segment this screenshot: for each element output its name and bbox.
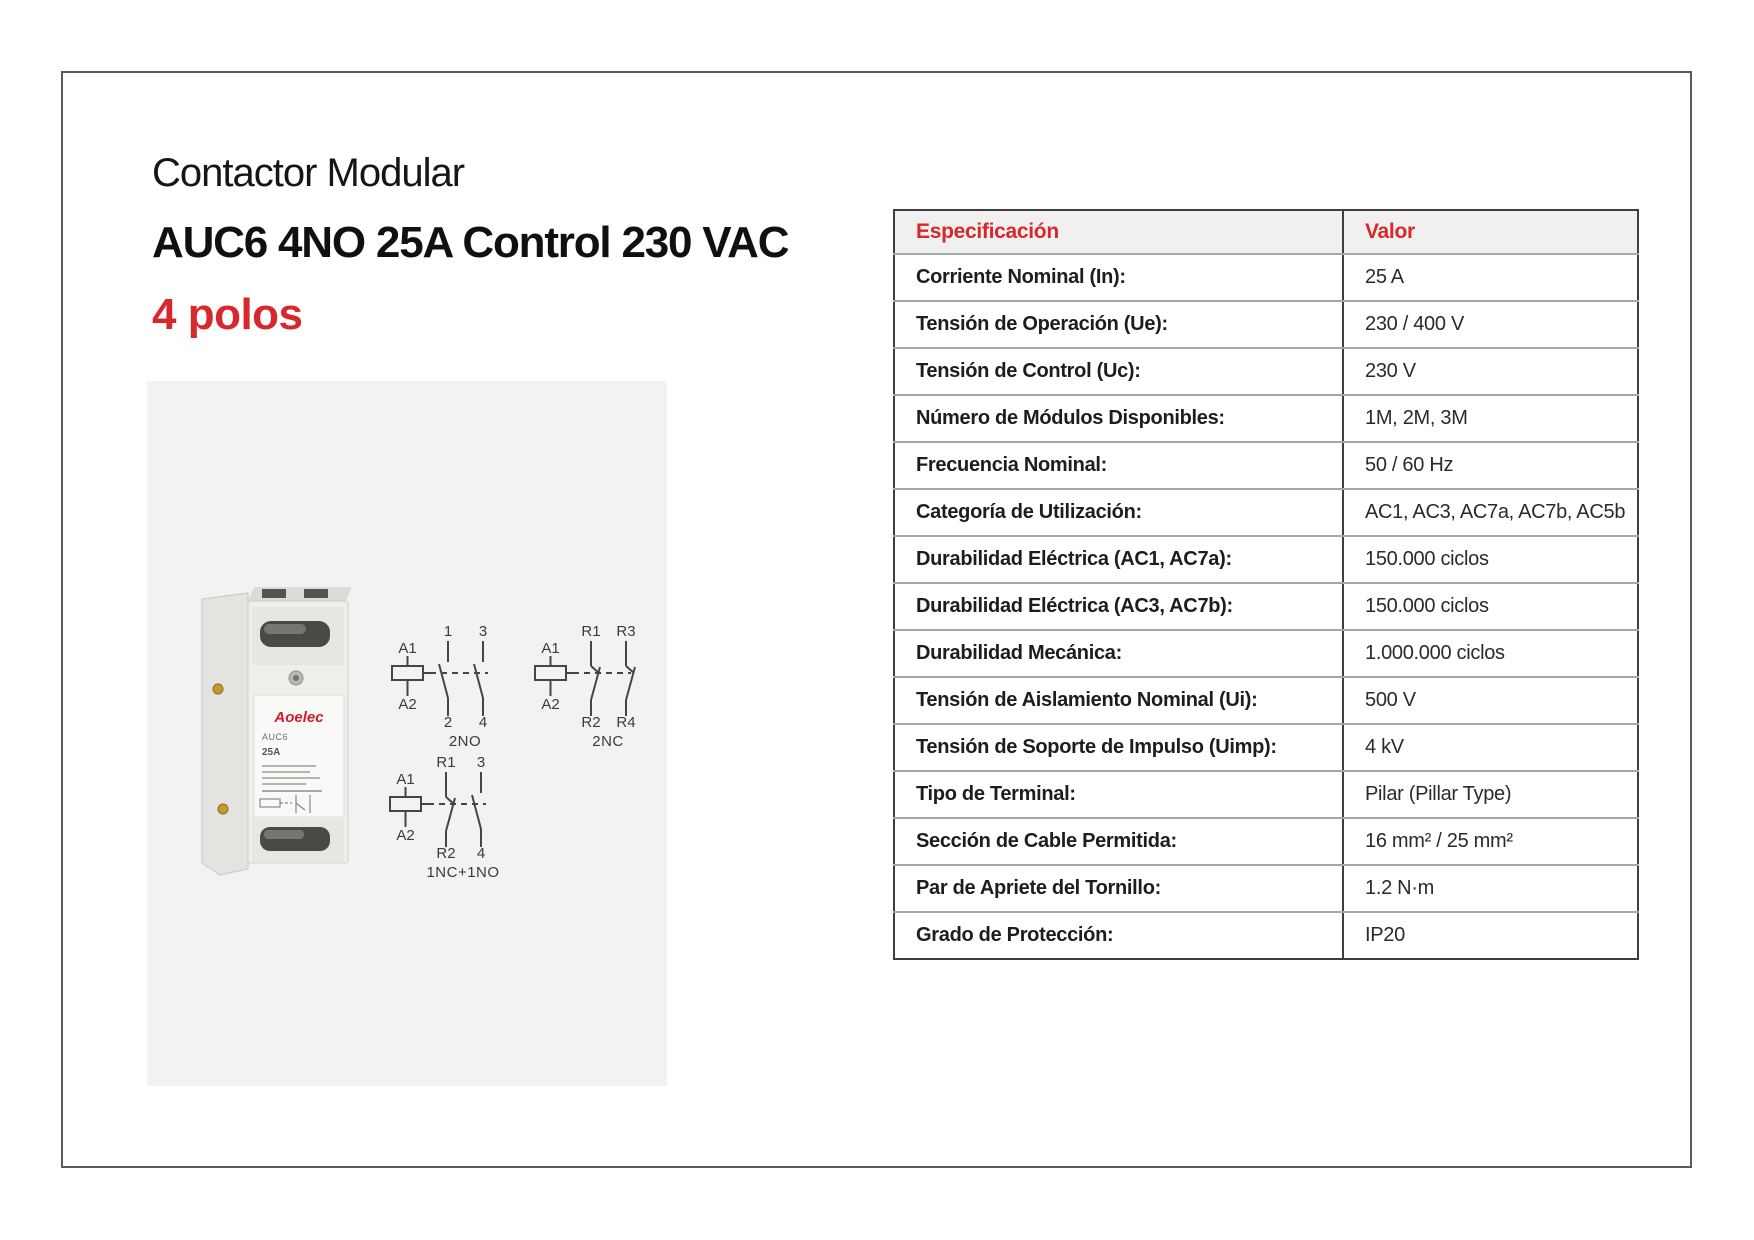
diagram-caption: 1NC+1NO <box>426 864 500 881</box>
spec-cell: Número de Módulos Disponibles: <box>894 395 1343 442</box>
spec-cell: Par de Apriete del Tornillo: <box>894 865 1343 912</box>
spec-cell: Tensión de Control (Uc): <box>894 348 1343 395</box>
contact-terminal-label: R2 <box>436 845 456 862</box>
table-row <box>894 677 1638 724</box>
value-cell: 16 mm² / 25 mm² <box>1343 818 1638 865</box>
contact-terminal-label: R4 <box>616 714 636 731</box>
value-cell: 500 V <box>1343 677 1638 724</box>
spec-cell: Sección de Cable Permitida: <box>894 818 1343 865</box>
table-row <box>894 583 1638 630</box>
contact-terminal-label: R2 <box>581 714 601 731</box>
table-row <box>894 724 1638 771</box>
contact-terminal-label: 3 <box>476 754 486 771</box>
table-row <box>894 254 1638 301</box>
contact-terminal-label: R3 <box>616 623 636 640</box>
value-column-header: Valor <box>1343 210 1638 254</box>
diagram-caption: 2NO <box>448 733 482 750</box>
diagram-1nc-1no <box>378 751 528 883</box>
coil-terminal-label: A1 <box>396 771 415 788</box>
value-cell: AC1, AC3, AC7a, AC7b, AC5b <box>1343 489 1638 536</box>
spec-cell: Tipo de Terminal: <box>894 771 1343 818</box>
value-cell: 1.000.000 ciclos <box>1343 630 1638 677</box>
value-cell: 1.2 N·m <box>1343 865 1638 912</box>
value-cell: 230 V <box>1343 348 1638 395</box>
device-rating-text: 25A <box>262 747 281 758</box>
coil-symbol <box>392 666 423 680</box>
table-row <box>894 865 1638 912</box>
spec-cell: Tensión de Operación (Ue): <box>894 301 1343 348</box>
spec-cell: Durabilidad Mecánica: <box>894 630 1343 677</box>
product-image-panel <box>147 381 667 1086</box>
spec-table-body <box>894 254 1638 959</box>
contactor-device-image <box>196 577 360 885</box>
spec-cell: Frecuencia Nominal: <box>894 442 1343 489</box>
contact-terminal-label: 4 <box>478 714 488 731</box>
spec-column-header: Especificación <box>894 210 1343 254</box>
coil-symbol <box>535 666 566 680</box>
diagram-caption: 2NC <box>592 733 624 750</box>
coil-symbol <box>390 797 421 811</box>
page-title: Contactor Modular <box>152 151 465 195</box>
spec-cell: Corriente Nominal (In): <box>894 254 1343 301</box>
table-row <box>894 630 1638 677</box>
table-row <box>894 395 1638 442</box>
value-cell: 25 A <box>1343 254 1638 301</box>
screw-icon <box>218 804 228 814</box>
table-row <box>894 536 1638 583</box>
table-row <box>894 301 1638 348</box>
value-cell: 150.000 ciclos <box>1343 536 1638 583</box>
contact-terminal-label: 4 <box>476 845 486 862</box>
table-row <box>894 771 1638 818</box>
contact-terminal-label: 3 <box>478 623 488 640</box>
din-plate <box>202 593 248 875</box>
spec-cell: Categoría de Utilización: <box>894 489 1343 536</box>
value-cell: 50 / 60 Hz <box>1343 442 1638 489</box>
title-block <box>152 153 788 337</box>
value-cell: Pilar (Pillar Type) <box>1343 771 1638 818</box>
value-cell: 150.000 ciclos <box>1343 583 1638 630</box>
table-row <box>894 912 1638 959</box>
product-name: AUC6 4NO 25A Control 230 VAC <box>152 218 789 267</box>
spec-cell: Durabilidad Eléctrica (AC3, AC7b): <box>894 583 1343 630</box>
contact-terminal-label: 1 <box>443 623 453 640</box>
contact-terminal-label: R1 <box>581 623 601 640</box>
device-brand-logo: Aoelec <box>274 709 324 726</box>
contact-terminal-label: R1 <box>436 754 456 771</box>
screw-icon <box>213 684 223 694</box>
spec-table <box>893 209 1639 960</box>
spec-cell: Tensión de Aislamiento Nominal (Ui): <box>894 677 1343 724</box>
contact-terminal-label: 2 <box>443 714 453 731</box>
value-cell: IP20 <box>1365 924 1405 946</box>
pole-count-subtitle: 4 polos <box>152 290 303 339</box>
table-row <box>894 489 1638 536</box>
diagram-2no <box>380 620 510 752</box>
spec-cell: Tensión de Soporte de Impulso (Uimp): <box>894 724 1343 771</box>
spec-cell: Durabilidad Eléctrica (AC1, AC7a): <box>894 536 1343 583</box>
device-model-text: AUC6 <box>262 732 289 742</box>
table-row <box>894 348 1638 395</box>
spec-cell: Grado de Protección: <box>894 912 1343 959</box>
coil-terminal-label: A2 <box>541 696 560 713</box>
table-row <box>894 818 1638 865</box>
coil-terminal-label: A2 <box>396 827 415 844</box>
coil-terminal-label: A1 <box>541 640 560 657</box>
value-cell: 4 kV <box>1343 724 1638 771</box>
coil-terminal-label: A1 <box>398 640 417 657</box>
coil-terminal-label: A2 <box>398 696 417 713</box>
table-row <box>894 442 1638 489</box>
value-cell: 1M, 2M, 3M <box>1343 395 1638 442</box>
table-header-row <box>894 210 1638 254</box>
value-cell: 230 / 400 V <box>1343 301 1638 348</box>
diagram-2nc <box>523 620 653 752</box>
